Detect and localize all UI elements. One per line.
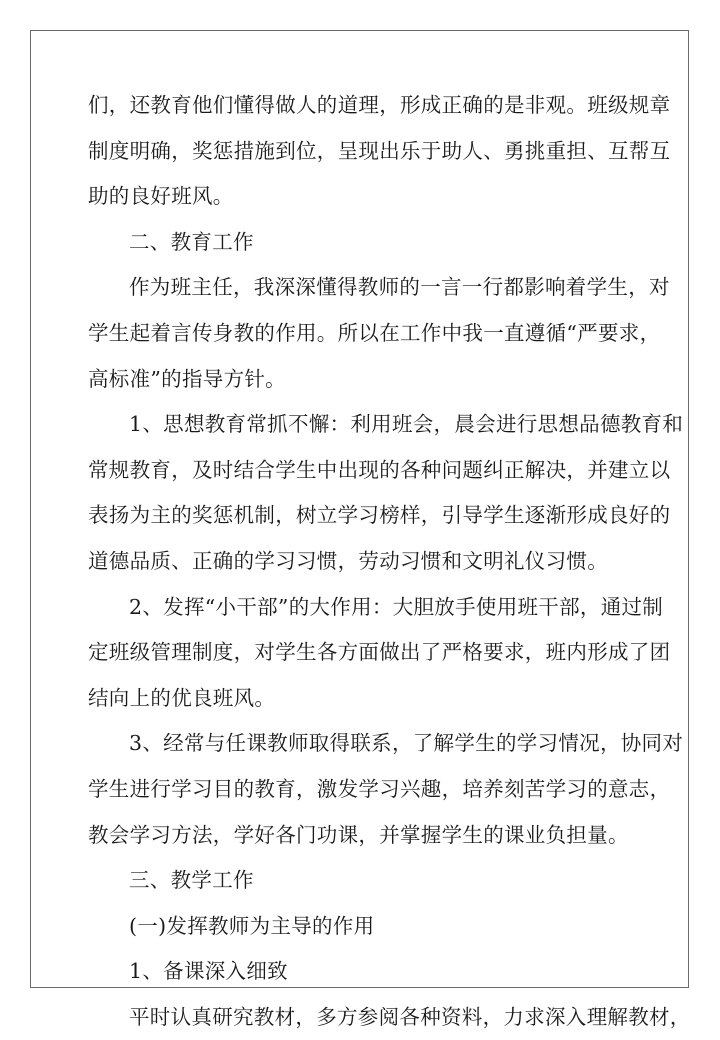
paragraph-line: 表扬为主的奖惩机制，树立学习榜样，引导学生逐渐形成良好的 [88, 503, 671, 528]
paragraph-line: 道德品质、正确的学习习惯，劳动习惯和文明礼仪习惯。 [88, 548, 608, 573]
list-item-1: 1、思想教育常抓不懈：利用班会，晨会进行思想品德教育和 [129, 412, 684, 437]
paragraph-line: 高标准”的指导方针。 [88, 366, 286, 391]
subsection-item-heading: 1、备课深入细致 [129, 959, 288, 984]
paragraph-line: 结向上的优良班风。 [88, 685, 276, 710]
paragraph-line: 制度明确，奖惩措施到位，呈现出乐于助人、勇挑重担、互帮互 [88, 138, 671, 163]
list-item-2: 2、发挥“小干部”的大作用：大胆放手使用班干部，通过制 [129, 594, 664, 619]
paragraph-line: 们，还教育他们懂得做人的道理，形成正确的是非观。班级规章 [88, 93, 671, 117]
section-heading-education: 二、教育工作 [129, 229, 254, 254]
paragraph-line: 平时认真研究教材，多方参阅各种资料，力求深入理解教材， [129, 1004, 691, 1029]
paragraph-line: 助的良好班风。 [88, 184, 234, 209]
section-heading-teaching: 三、教学工作 [129, 868, 254, 893]
document-body [88, 83, 691, 1040]
subsection-heading: (一)发挥教师为主导的作用 [129, 913, 375, 938]
paragraph-line: 作为班主任，我深深懂得教师的一言一行都影响着学生，对 [129, 275, 670, 300]
list-item-3: 3、经常与任课教师取得联系，了解学生的学习情况，协同对 [129, 731, 684, 756]
paragraph-line: 学生起着言传身教的作用。所以在工作中我一直遵循“严要求， [88, 320, 661, 345]
paragraph-line: 常规教育，及时结合学生中出现的各种问题纠正解决，并建立以 [88, 457, 671, 482]
paragraph-line: 定班级管理制度，对学生各方面做出了严格要求，班内形成了团 [88, 640, 671, 665]
paragraph-line: 学生进行学习目的教育，激发学习兴趣，培养刻苦学习的意志， [88, 776, 671, 801]
paragraph-line: 教会学习方法，学好各门功课，并掌握学生的课业负担量。 [88, 822, 629, 847]
